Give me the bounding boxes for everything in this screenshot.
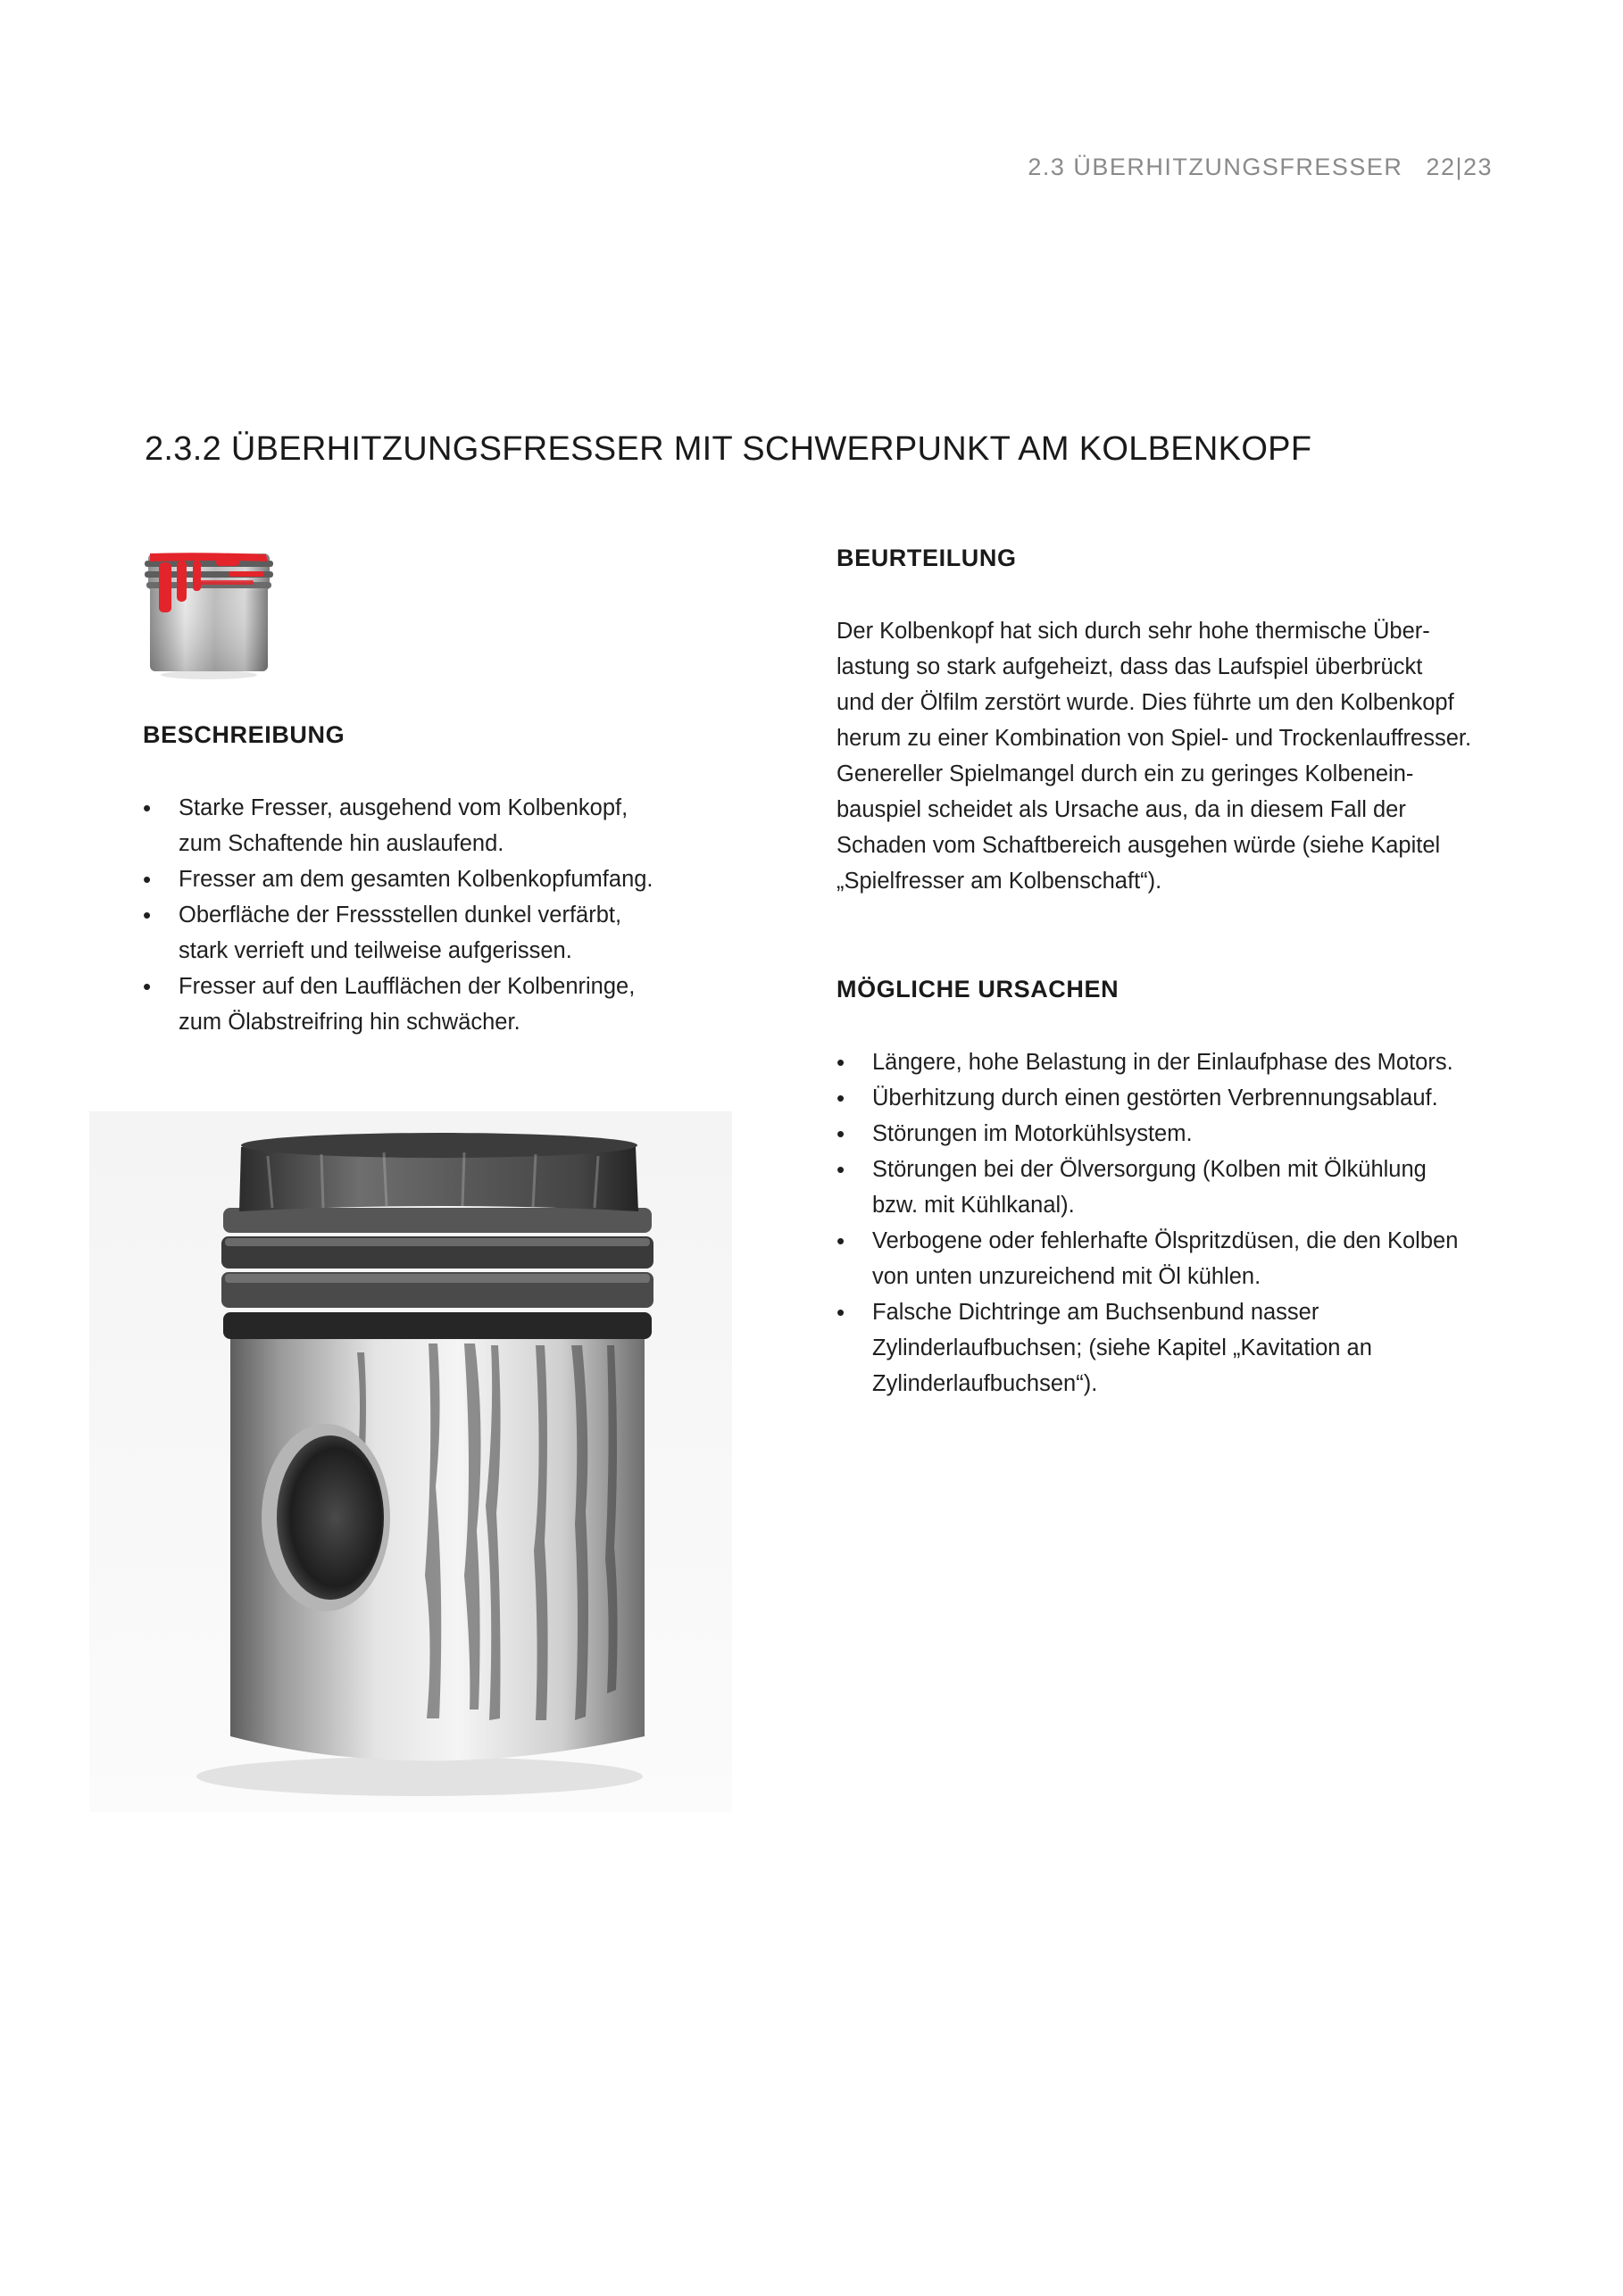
running-head-section: 2.3 ÜBERHITZUNGSFRESSER — [1028, 154, 1403, 180]
list-item: • Fresser am dem gesamten Kolbenkopfumfang. — [143, 861, 678, 897]
list-item: • Störungen bei der Ölversorgung (Kolben mit Ölkühlung bzw. mit Kühlkanal). — [836, 1152, 1497, 1223]
causes-list — [836, 1044, 1497, 1402]
description-heading: BESCHREIBUNG — [143, 721, 345, 748]
list-item: • Verbogene oder fehlerhafte Ölspritzdüsen, die den Kolben von unten unzureichend mit Öl kühlen. — [836, 1223, 1497, 1294]
list-item: • Starke Fresser, ausgehend vom Kolbenkopf, zum Schaftende hin auslaufend. — [143, 790, 678, 861]
section-title: 2.3.2 ÜBERHITZUNGSFRESSER MIT SCHWERPUNKT AM KOLBENKOPF — [145, 430, 1312, 468]
piston-damage-diagram — [141, 548, 277, 680]
list-item: • Überhitzung durch einen gestörten Verbrennungsablauf. — [836, 1080, 1497, 1116]
damaged-piston-photo — [89, 1111, 732, 1812]
list-item: • Störungen im Motorkühlsystem. — [836, 1116, 1497, 1152]
page-numbers: 22|23 — [1426, 154, 1493, 180]
assessment-column — [836, 545, 1497, 1402]
causes-heading: MÖGLICHE URSACHEN — [836, 976, 1119, 1002]
description-list — [143, 790, 678, 1040]
assessment-text: Der Kolbenkopf hat sich durch sehr hohe thermische Über- lastung so stark aufgeheizt, dass das Laufspiel überbrückt und der Ölfilm zerstört wurde. Dies führte um den Kolbenkopf herum zu einer Kombination von Spiel- und Trockenlauffresser. Genereller Spielmangel durch ein zu geringes Kolbenein- bauspiel scheidet als Ursache aus, da in diesem Fall der Schaden vom Schaftbereich ausgehen würde (siehe Kapitel „Spielfresser am Kolbenschaft“). — [836, 619, 1472, 894]
list-item: • Fresser auf den Laufflächen der Kolbenringe, zum Ölabstreifring hin schwächer. — [143, 969, 678, 1040]
assessment-heading: BEURTEILUNG — [836, 545, 1017, 571]
list-item: • Oberfläche der Fressstellen dunkel verfärbt, stark verrieft und teilweise aufgerissen. — [143, 897, 678, 969]
list-item: • Längere, hohe Belastung in der Einlaufphase des Motors. — [836, 1044, 1497, 1080]
description-section — [143, 721, 678, 1040]
running-head — [1028, 154, 1493, 181]
list-item: • Falsche Dichtringe am Buchsenbund nasser Zylinderlaufbuchsen; (siehe Kapitel „Kavitation an Zylinderlaufbuchsen“). — [836, 1294, 1497, 1402]
